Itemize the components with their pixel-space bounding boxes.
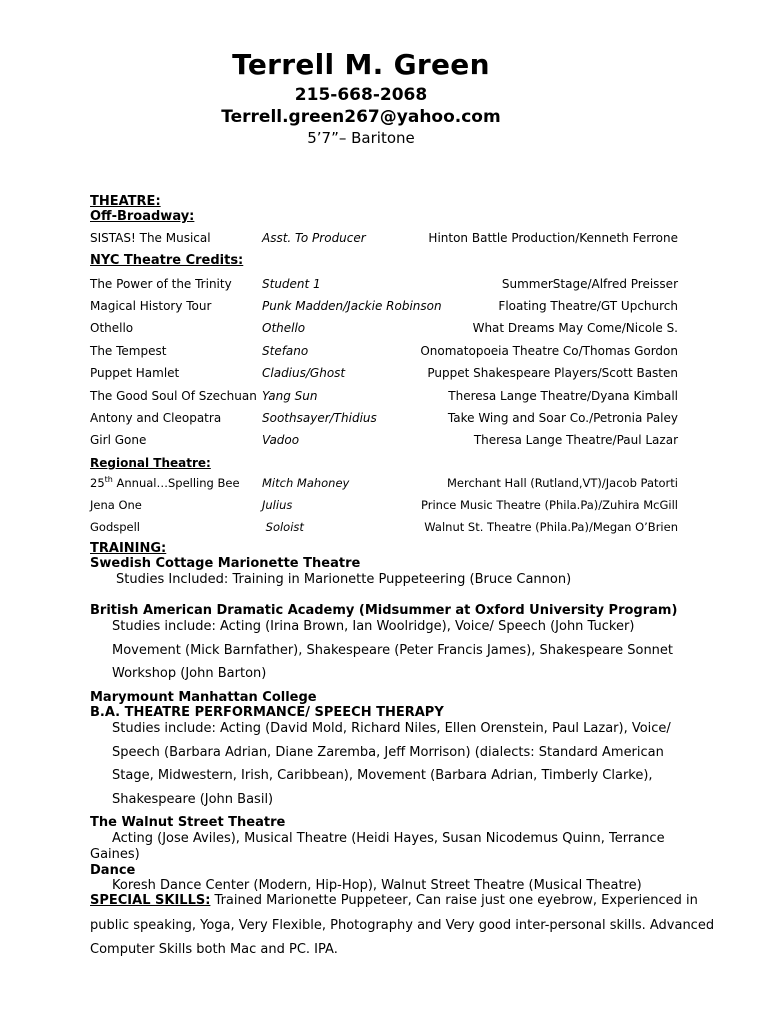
credit-row: [90, 344, 678, 362]
training-school-heading: The Walnut Street Theatre: [90, 815, 286, 830]
height-voice-type: 5’7”– Baritone: [307, 129, 415, 147]
nyc-credits-title: NYC Theatre Credits:: [90, 253, 244, 268]
actor-name: Terrell M. Green: [232, 48, 490, 81]
credit-company: What Dreams May Come/Nicole S.: [472, 321, 678, 335]
training-school-heading: Swedish Cottage Marionette Theatre: [90, 556, 361, 571]
training-line: Koresh Dance Center (Modern, Hip-Hop), Walnut Street Theatre (Musical Theatre): [112, 878, 642, 893]
credit-role: Student 1: [262, 277, 321, 291]
credit-show: Antony and Cleopatra: [90, 411, 222, 425]
credit-company: Take Wing and Soar Co./Petronia Paley: [447, 411, 678, 425]
credit-show: 25th Annual…Spelling Bee: [90, 475, 240, 490]
credit-row: [90, 520, 678, 538]
credit-company: Theresa Lange Theatre/Paul Lazar: [473, 433, 678, 447]
credit-row: [90, 498, 678, 516]
credit-show: Othello: [90, 321, 134, 335]
credit-company: Hinton Battle Production/Kenneth Ferrone: [428, 231, 678, 245]
special-skills-line: Computer Skills both Mac and PC. IPA.: [90, 942, 338, 957]
training-line: Studies Included: Training in Marionette Puppeteering (Bruce Cannon): [116, 572, 572, 587]
training-section-title: TRAINING:: [90, 541, 167, 556]
training-line: Studies include: Acting (David Mold, Richard Niles, Ellen Orenstein, Paul Lazar), Voice/: [112, 721, 671, 736]
special-skills-title: SPECIAL SKILLS:: [90, 893, 211, 908]
regional-theatre-title: Regional Theatre:: [90, 456, 211, 470]
credit-row: [90, 433, 678, 451]
training-line: Movement (Mick Barnfather), Shakespeare (Peter Francis James), Shakespeare Sonnet: [112, 643, 674, 658]
credit-role: Mitch Mahoney: [262, 476, 350, 490]
training-line: Stage, Midwestern, Irish, Caribbean), Movement (Barbara Adrian, Timberly Clarke),: [112, 768, 653, 783]
credit-role: Cladius/Ghost: [262, 366, 346, 380]
credit-role: Asst. To Producer: [262, 231, 366, 245]
phone-number: 215-668-2068: [294, 85, 428, 105]
email-address: Terrell.green267@yahoo.com: [221, 107, 501, 127]
credit-company: Prince Music Theatre (Phila.Pa)/Zuhira McGill: [421, 498, 678, 512]
credit-role: Julius: [262, 498, 293, 512]
credit-show: Jena One: [90, 498, 142, 512]
credit-company: Theresa Lange Theatre/Dyana Kimball: [448, 389, 678, 403]
credit-row: [90, 476, 678, 494]
training-school-heading: British American Dramatic Academy (Midsummer at Oxford University Program): [90, 603, 678, 618]
credit-row: [90, 366, 678, 384]
theatre-section-title: THEATRE:: [90, 194, 161, 209]
training-degree: B.A. THEATRE PERFORMANCE/ SPEECH THERAPY: [90, 705, 444, 720]
credit-role: Soothsayer/Thidius: [262, 411, 377, 425]
credit-row: [90, 321, 678, 339]
training-line: Acting (Jose Aviles), Musical Theatre (Heidi Hayes, Susan Nicodemus Quinn, Terrance: [112, 831, 665, 846]
credit-show: The Tempest: [90, 344, 167, 358]
training-line: Studies include: Acting (Irina Brown, Ian Woolridge), Voice/ Speech (John Tucker): [112, 619, 635, 634]
credit-show: The Power of the Trinity: [90, 277, 232, 291]
special-skills-line: public speaking, Yoga, Very Flexible, Photography and Very good inter-personal skills. Advanced: [90, 918, 715, 933]
credit-row: [90, 411, 678, 429]
credit-show: Godspell: [90, 520, 141, 534]
credit-role: Vadoo: [262, 433, 300, 447]
credit-company: SummerStage/Alfred Preisser: [501, 277, 678, 291]
credit-role: Yang Sun: [262, 389, 318, 403]
training-school-heading: Dance: [90, 863, 136, 878]
credit-show: Magical History Tour: [90, 299, 212, 313]
credit-company: Floating Theatre/GT Upchurch: [498, 299, 678, 313]
credit-show: SISTAS! The Musical: [90, 231, 211, 245]
resume-header: [0, 46, 722, 148]
training-line: Workshop (John Barton): [112, 666, 267, 681]
credit-company: Merchant Hall (Rutland,VT)/Jacob Patorti: [446, 476, 678, 490]
credit-show: Puppet Hamlet: [90, 366, 180, 380]
credit-row: [90, 231, 678, 249]
credit-role: Soloist: [262, 520, 304, 534]
credit-company: Puppet Shakespeare Players/Scott Basten: [427, 366, 678, 380]
credit-show: The Good Soul Of Szechuan: [90, 389, 257, 403]
credit-show: Girl Gone: [90, 433, 147, 447]
credit-role: Stefano: [262, 344, 309, 358]
training-line: Shakespeare (John Basil): [112, 792, 274, 807]
credit-role: Punk Madden/Jackie Robinson: [262, 299, 442, 313]
off-broadway-title: Off-Broadway:: [90, 209, 195, 224]
credit-company: Walnut St. Theatre (Phila.Pa)/Megan O’Brien: [424, 520, 678, 534]
credit-row: [90, 299, 678, 317]
credit-company: Onomatopoeia Theatre Co/Thomas Gordon: [420, 344, 678, 358]
credit-row: [90, 277, 678, 295]
credit-row: [90, 389, 678, 407]
special-skills-line: SPECIAL SKILLS: Trained Marionette Puppeteer, Can raise just one eyebrow, Experienced in: [90, 893, 698, 908]
training-line: Speech (Barbara Adrian, Diane Zaremba, Jeff Morrison) (dialects: Standard American: [112, 745, 664, 760]
training-school-heading: Marymount Manhattan College: [90, 690, 317, 705]
training-line: Gaines): [90, 847, 140, 862]
credit-role: Othello: [262, 321, 306, 335]
